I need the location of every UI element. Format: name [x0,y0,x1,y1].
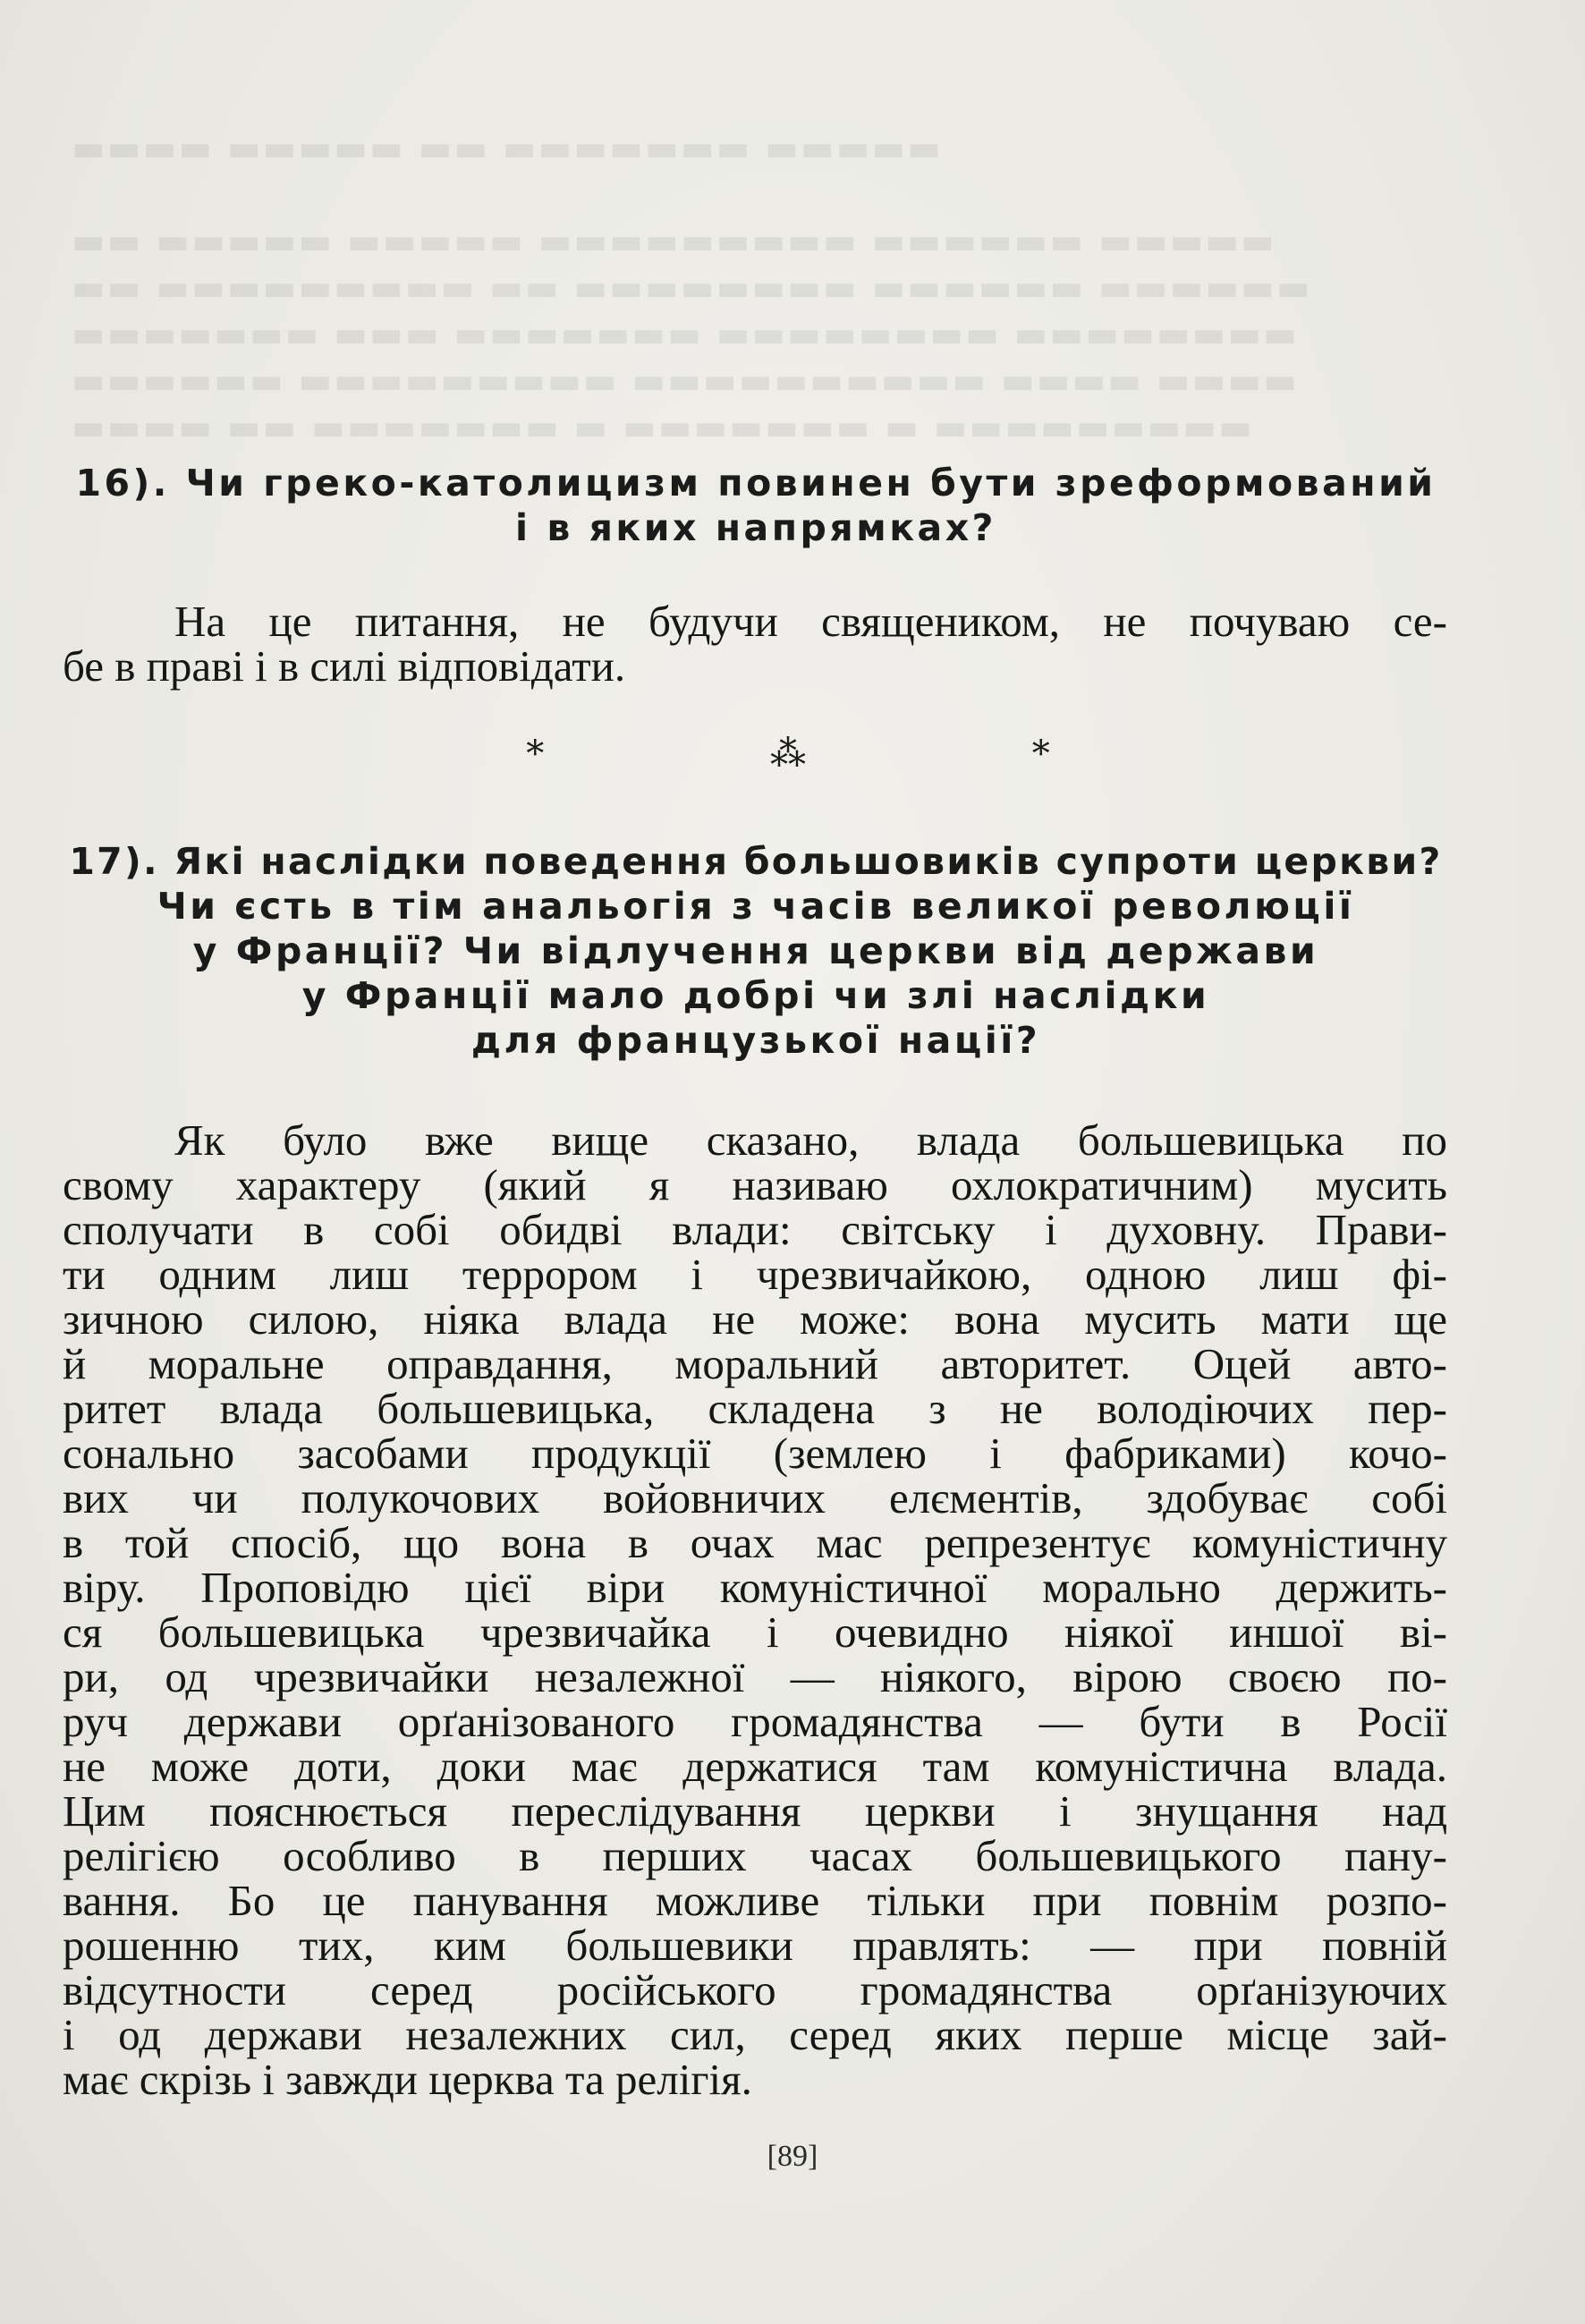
question-16-line: і в яких напрямках? [515,506,996,549]
answer-17-line: й моральне оправдання, моральний авторитет. Оцей авто- [63,1339,1447,1388]
answer-17-line: Цим пояснюється переслідування церкви і знущання над [63,1786,1447,1836]
question-17-heading [63,839,1449,1063]
question-16-heading [63,461,1449,550]
answer-17-line: релігією особливо в перших часах большевицького пану- [63,1831,1447,1880]
answer-17-line: в той спосіб, що вона в очах мас репрезентує комуністичну [63,1518,1447,1567]
answer-17-line: ти одним лиш террором і чрезвичайкою, одною лиш фі- [63,1250,1447,1299]
answer-17-line: свому характеру (який я називаю охлократичним) мусить [63,1160,1447,1209]
answer-17-line: і од держави незалежних сил, серед яких перше місце зай- [63,2010,1447,2059]
answer-17-line: ри, од чрезвичайки незалежної — ніякого, вірою своєю по- [63,1652,1447,1701]
answer-17-line: ся большевицька чрезвичайка і очевидно ніякої иншої ві- [63,1607,1447,1657]
answer-17-line: ритет влада большевицька, складена з не володіючих пер- [63,1384,1447,1433]
question-17-line: у Франції мало добрі чи злі наслідки [301,974,1210,1017]
answer-17-line: рошенню тих, ким большевики правлять: — при повній [63,1921,1447,1970]
question-17-line: у Франції? Чи відлучення церкви від держави [192,929,1319,972]
answer-17-line: сполучати в собі обидві влади: світську і духовну. Прави- [63,1205,1447,1254]
question-17-line: Чи єсть в тім анальогія з часів великої революції [157,885,1355,928]
answer-17-paragraph [63,1115,1447,2104]
answer-17-line: вих чи полукочових войовничих елєментів, здобуває собі [63,1473,1447,1522]
answer-16-line: На це питання, не будучи священиком, не почуваю се- [174,597,1447,646]
answer-16-line: бе в праві і в силі відповідати. [63,641,626,691]
answer-17-line: віру. Проповідю цієї віри комуністичної морально держить- [63,1563,1447,1612]
answer-17-line: вання. Бо це панування можливе тільки при повнім розпо- [63,1876,1447,1925]
answer-17-line: зичною силою, ніяка влада не може: вона мусить мати ще [63,1294,1447,1344]
show-through-text: ▬▬▬▬ ▬▬▬▬▬ ▬▬ ▬▬▬▬▬▬▬ ▬▬▬▬▬ ▬▬ ▬▬▬▬▬ ▬▬▬▬▬ ▬▬▬▬▬▬▬▬▬ ▬▬▬▬▬▬ ▬▬▬▬▬ ▬▬ ▬▬▬▬▬▬▬▬▬ ▬▬ ▬▬▬▬▬▬▬▬ ▬▬▬▬▬▬ ▬▬▬▬▬▬ ▬▬▬▬▬▬▬ ▬▬▬ ▬▬▬▬▬▬▬ ▬▬▬▬▬▬▬▬ ▬▬▬▬▬▬▬▬ ▬▬▬▬▬▬ ▬▬▬▬▬▬▬▬▬ ▬▬▬▬▬▬▬▬▬▬ ▬▬▬▬ ▬▬▬▬ ▬▬▬▬ ▬▬ ▬▬▬▬▬▬▬ ▬ ▬▬▬▬▬▬▬ ▬ ▬▬▬▬▬▬▬▬▬ [72,128,1312,448]
answer-17-line: відсутности серед російського громадянства орґанізуючих [63,1965,1447,2014]
page-number: [89] [767,2140,818,2173]
answer-17-line: Як було вже вище сказано, влада большевицька по [174,1115,1447,1165]
question-17-line: для французької нації? [470,1019,1041,1062]
answer-17-line: сонально засобами продукції (землею і фабриками) кочо- [63,1429,1447,1478]
answer-16-paragraph [63,599,1447,689]
question-16-line: 16). Чи греко-католицизм повинен бути зреформований [75,462,1437,505]
answer-17-line: має скрізь і завжди церква та релігія. [63,2055,752,2104]
answer-17-line: руч держави орґанізованого громадянства — бути в Росії [63,1697,1447,1746]
answer-17-line: не може доти, доки має держатися там комуністична влада. [63,1742,1447,1791]
question-17-line: 17). Які наслідки поведення большовиків супроти церкви? [69,840,1443,883]
section-separator: * ⁂ * [526,734,1157,775]
